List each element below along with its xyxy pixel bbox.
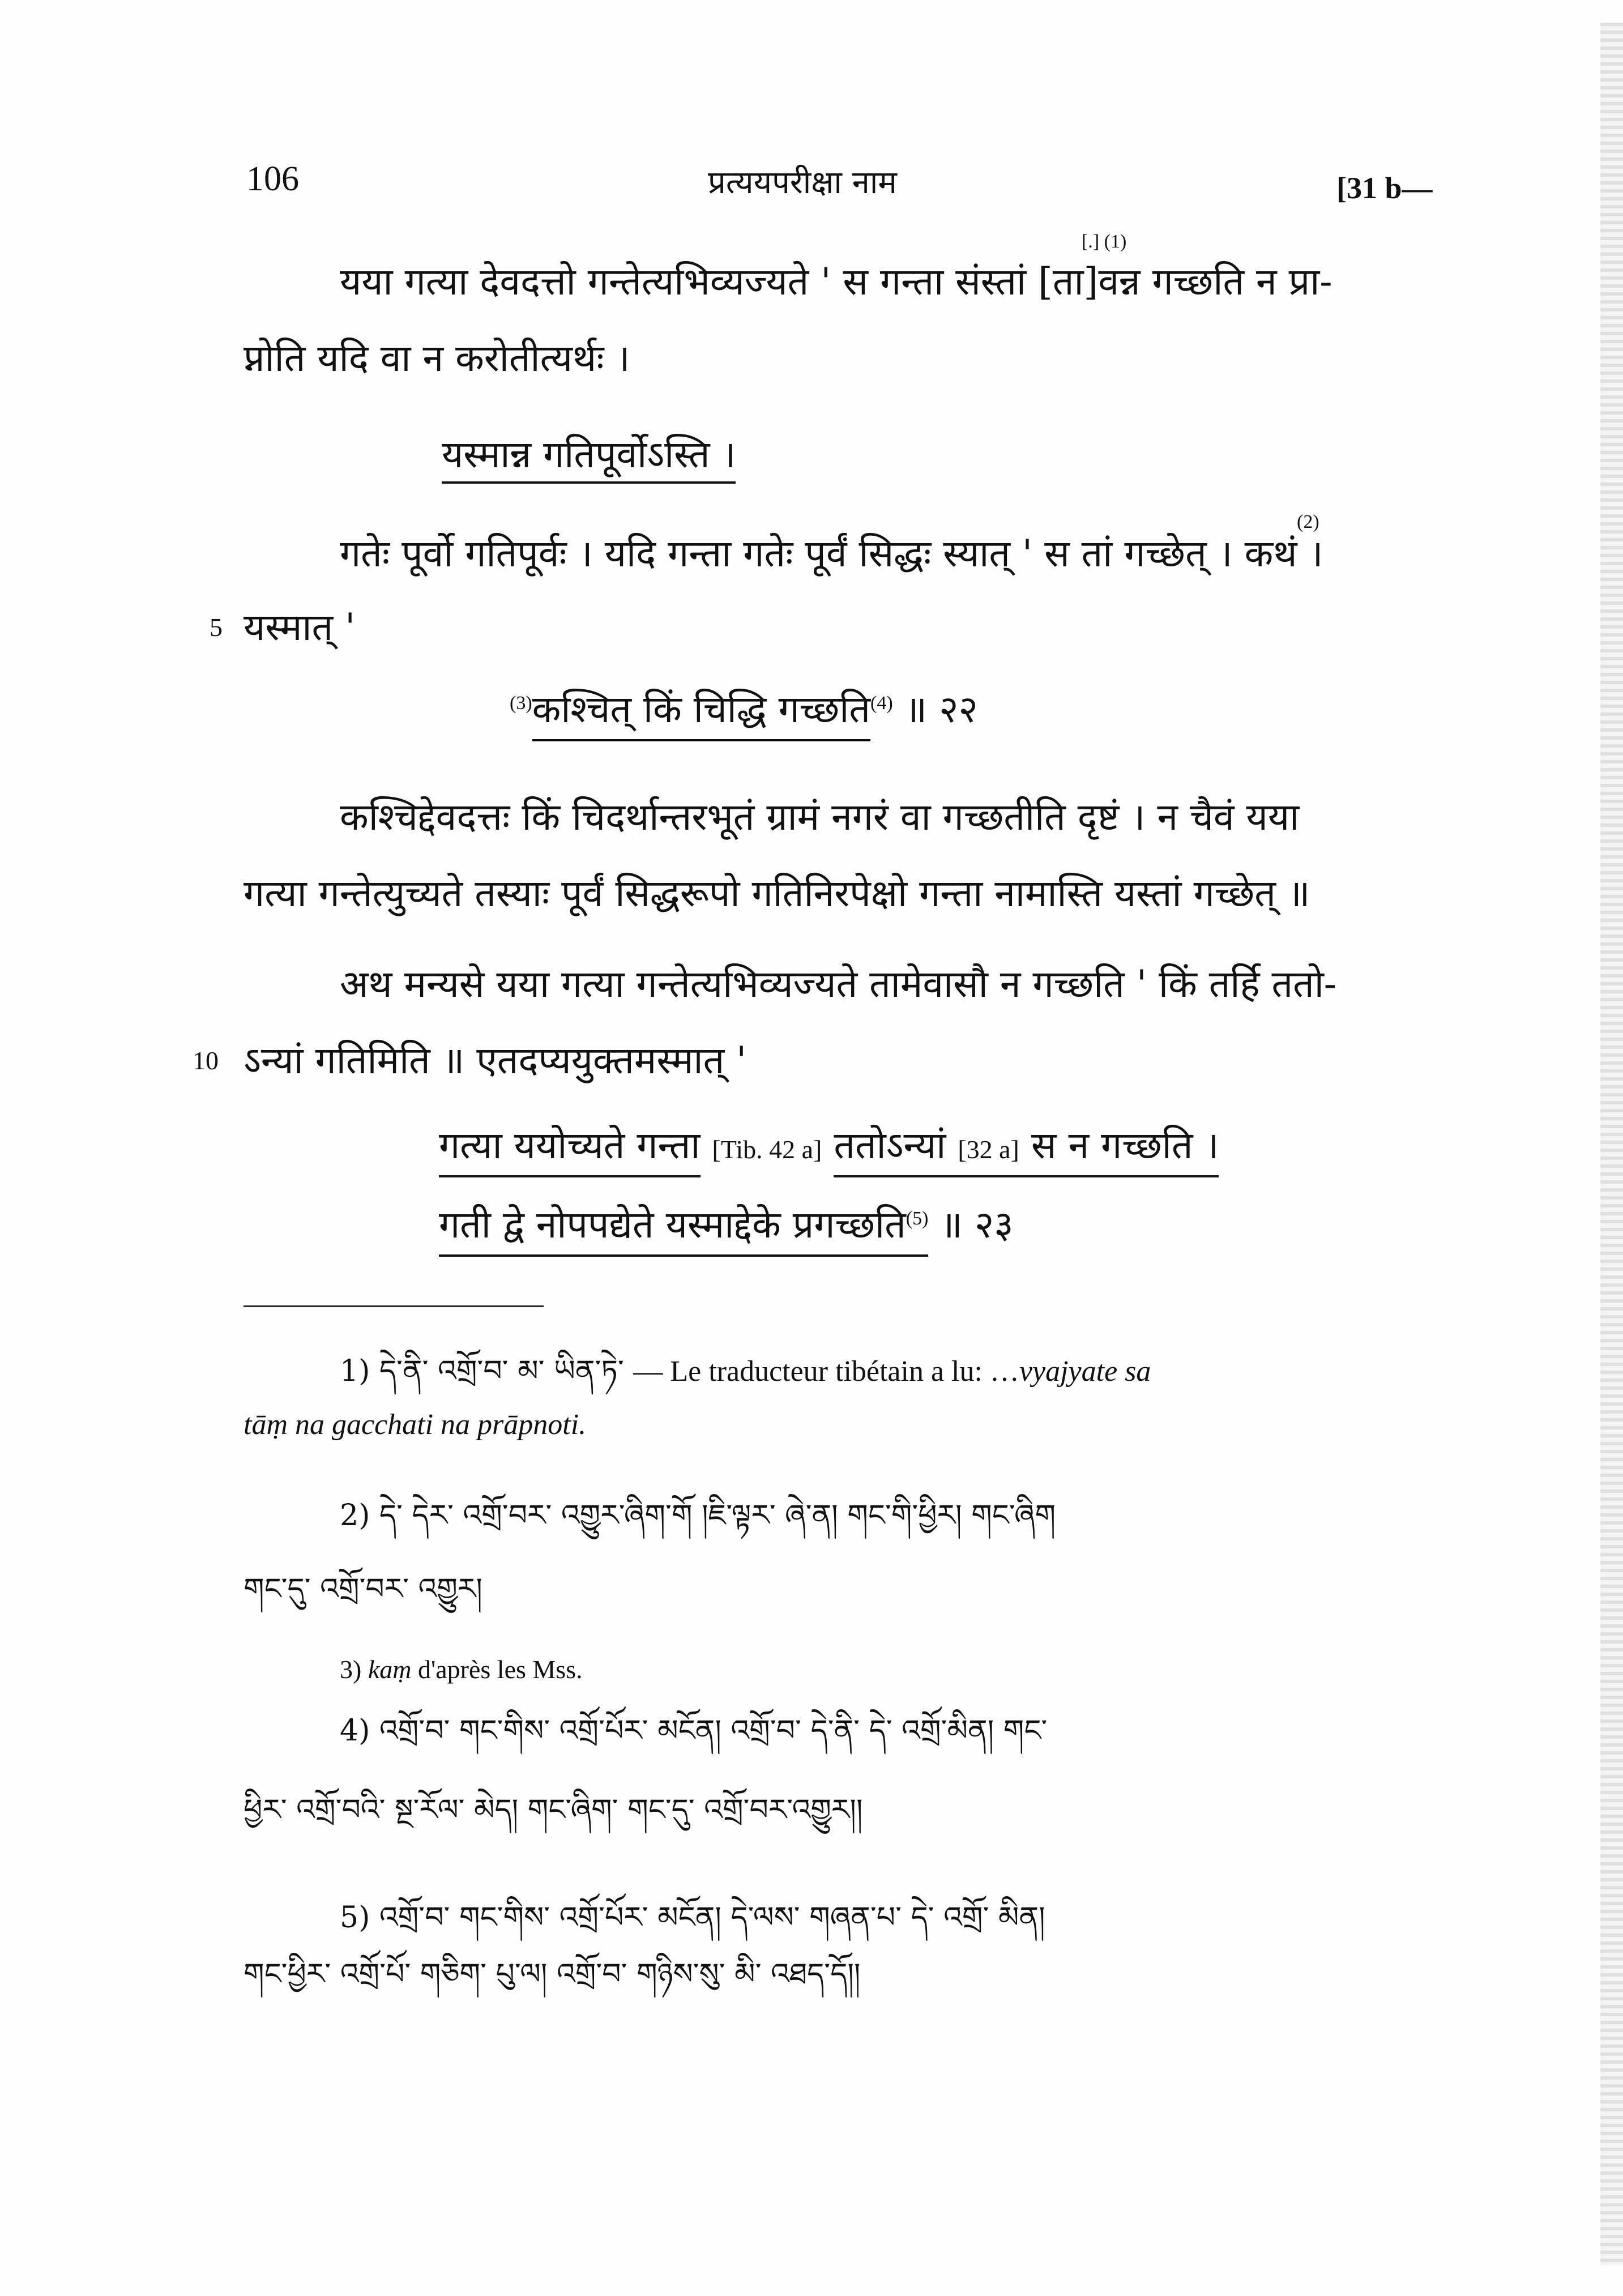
verse-23a: गत्या ययोच्यते गन्ता [Tib. 42 a] ततोऽन्यां [32 a] स न गच्छति ।: [439, 1127, 1219, 1164]
text-line-1: यया गत्या देवदत्तो गन्तेत्यभिव्यज्यते ' स गन्ता संस्तां [ता]वन्न गच्छति न प्रा-: [340, 260, 1332, 304]
folio-reference: [31 b—: [1336, 171, 1433, 205]
footnote-marker-2: (2): [1297, 511, 1319, 532]
footnote-5: 5) འགྲོ་བ་ གང་གིས་ འགྲོ་པོར་ མངོན། དེ་ལས་ གཞན་པ་ དེ་ འགྲོ་ མིན།: [340, 1901, 1045, 1935]
footnote-4-continued: ཕྱིར་ འགྲོ་བའི་ སྔ་རོལ་ མེད། གང་ཞིག་ གང་དུ་ འགྲོ་བར་འགྱུར།།: [244, 1793, 863, 1827]
footnote-marker-1: [.] (1): [1082, 231, 1127, 252]
footnote-separator: [244, 1305, 544, 1307]
footnote-5-continued: གང་ཕྱིར་ འགྲོ་པོ་ གཅིག་ པུ་ལ། འགྲོ་བ་ གཉིས་སུ་ མི་ འཐད་དོ།།: [244, 1957, 861, 1991]
line-number-10: 10: [193, 1046, 219, 1075]
page-number: 106: [246, 160, 299, 198]
verse-23b: गती द्वे नोपपद्येते यस्माद्देके प्रगच्छति$^{(5)}$ ॥ २३: [439, 1206, 1014, 1244]
footnote-1-continued: tāṃ na gacchati na prāpnoti.: [244, 1409, 587, 1441]
footnote-1: 1) དེ་ནི་ འགྲོ་བ་ མ་ ཡིན་ཏེ་ — Le traducteur tibétain a lu: …vyajyate sa: [340, 1354, 1151, 1388]
footnote-4: 4) འགྲོ་བ་ གང་གིས་ འགྲོ་པོར་ མངོན། འགྲོ་བ་ དེ་ནི་ དེ་ འགྲོ་མིན། གང་: [340, 1714, 1048, 1748]
text-line-8: ऽन्यां गतिमिति ॥ एतदप्ययुक्तमस्मात् ': [244, 1039, 747, 1082]
line-number-5: 5: [210, 613, 223, 642]
verse-22: $^{(3)}$कश्चित् किं चिद्धि गच्छति$^{(4)}$ ॥ २२: [510, 691, 978, 728]
running-title: प्रत्ययपरीक्षा नाम: [708, 164, 897, 201]
page-edge-shadow: [1600, 23, 1623, 2265]
verse-line: यस्मान्न गतिपूर्वोऽस्ति ।: [442, 436, 736, 484]
text-line-4: यस्मात् ': [244, 605, 356, 649]
text-line-5: कश्चिद्देवदत्तः किं चिदर्थान्तरभूतं ग्रामं नगरं वा गच्छतीति दृष्टं । न चैवं यया: [340, 795, 1300, 839]
text-line-7: अथ मन्यसे यया गत्या गन्तेत्यभिव्यज्यते तामेवासौ न गच्छति ' किं तर्हि ततो-: [340, 962, 1337, 1006]
footnote-3: 3) kaṃ d'après les Mss.: [340, 1655, 583, 1684]
text-line-6: गत्या गन्तेत्युच्यते तस्याः पूर्वं सिद्धरूपो गतिनिरपेक्षो गन्ता नामास्ति यस्तां गच्छेत् ॥: [244, 872, 1310, 915]
text-line-2: प्नोति यदि वा न करोतीत्यर्थः ।: [244, 336, 630, 380]
footnote-2-continued: གང་དུ་ འགྲོ་བར་ འགྱུར།: [244, 1572, 482, 1606]
footnote-2: 2) དེ་ དེར་ འགྲོ་བར་ འགྱུར་ཞིག་གོ །ཇི་ལྟར་ ཞེ་ན། གང་གི་ཕྱིར། གང་ཞིག: [340, 1499, 1056, 1533]
text-line-3: गतेः पूर्वो गतिपूर्वः । यदि गन्ता गतेः पूर्वं सिद्धः स्यात् ' स तां गच्छेत् । कथं ।: [340, 532, 1323, 575]
